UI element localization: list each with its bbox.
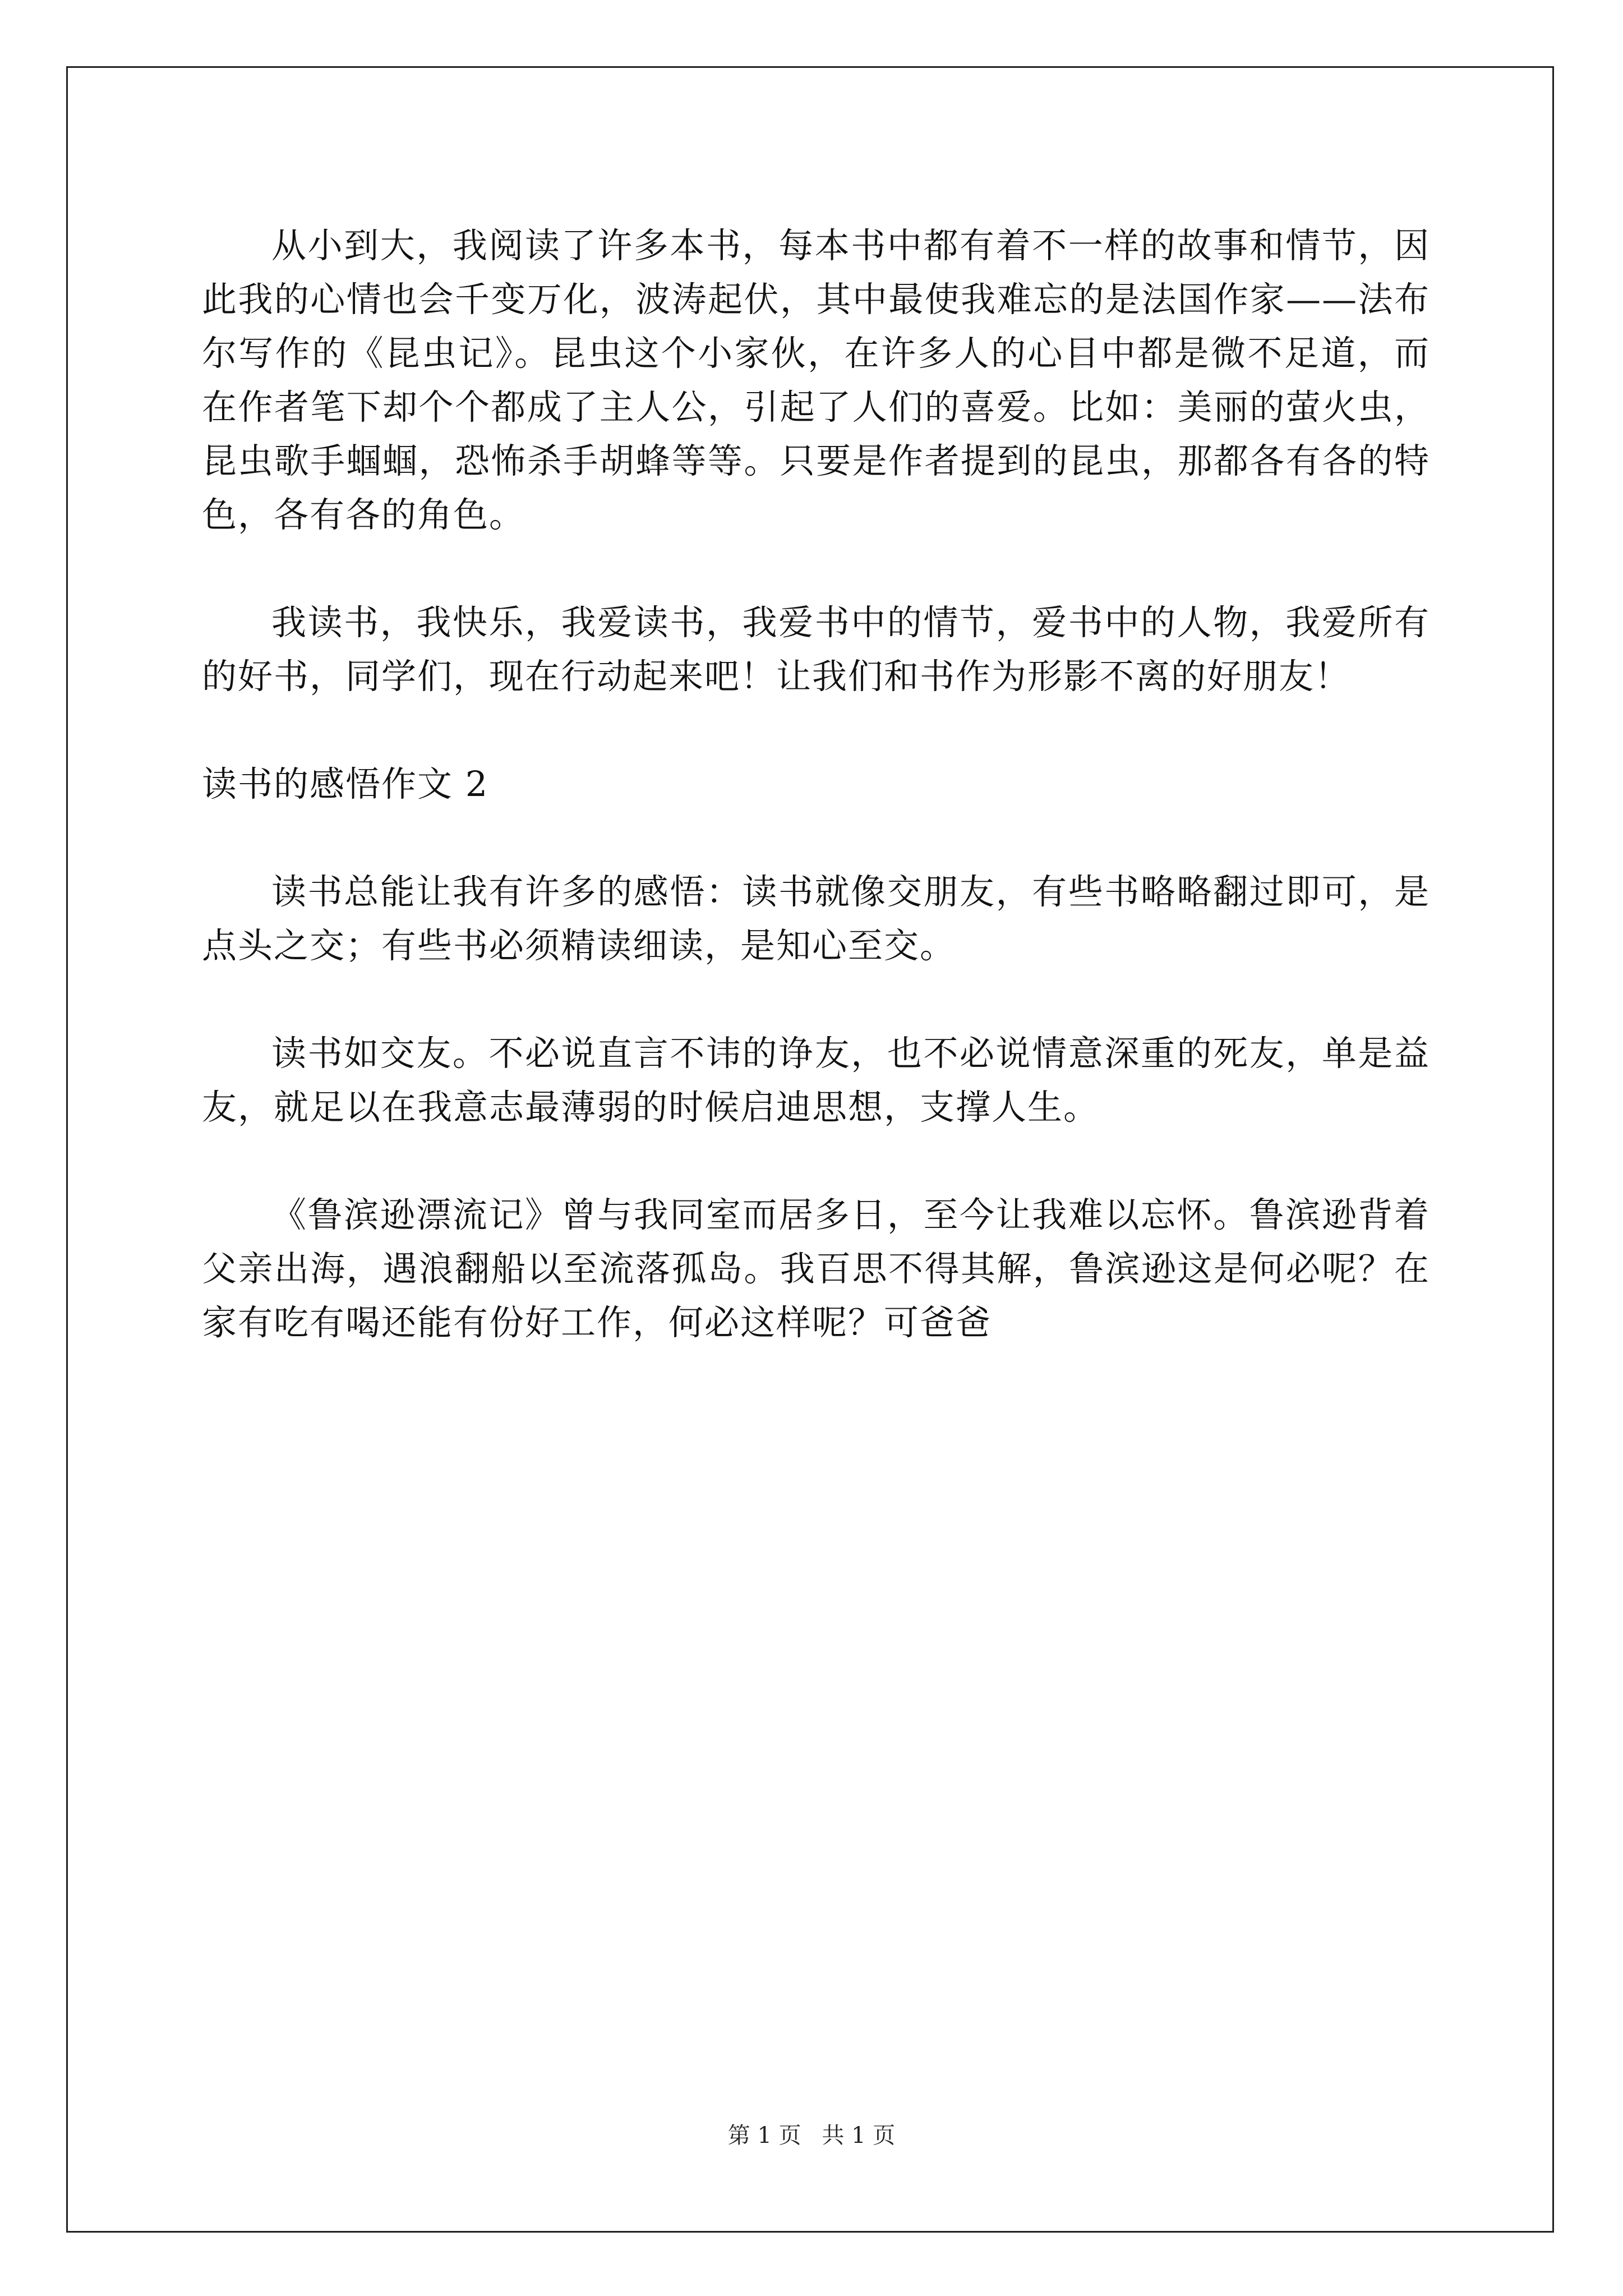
section-heading: 读书的感悟作文 2 [202,763,489,804]
page-footer [0,2118,1623,2150]
page-total: 共 1 页 [822,2123,896,2148]
document-body [202,219,1430,1404]
paragraph-3: 读书总能让我有许多的感悟：读书就像交朋友，有些书略略翻过即可，是点头之交；有些书必须精读细读，是知心至交。 [202,871,1430,966]
paragraph-5: 《鲁滨逊漂流记》曾与我同室而居多日，至今让我难以忘怀。鲁滨逊背着父亲出海，遇浪翻船以至流落孤岛。我百思不得其解，鲁滨逊这是何必呢？在家有吃有喝还能有份好工作，何必这样呢？可爸爸 [202,1194,1430,1343]
paragraph-2: 我读书，我快乐，我爱读书，我爱书中的情节，爱书中的人物，我爱所有的好书，同学们，现在行动起来吧！让我们和书作为形影不离的好朋友！ [202,602,1430,697]
page-number: 第 1 页 [727,2123,801,2148]
paragraph-4: 读书如交友。不必说直言不讳的诤友，也不必说情意深重的死友，单是益友，就足以在我意志最薄弱的时候启迪思想，支撑人生。 [202,1033,1430,1128]
paragraph-1: 从小到大，我阅读了许多本书，每本书中都有着不一样的故事和情节，因此我的心情也会千变万化，波涛起伏，其中最使我难忘的是法国作家——法布尔写作的《昆虫记》。昆虫这个小家伙，在许多人的心目中都是微不足道，而在作者笔下却个个都成了主人公，引起了人们的喜爱。比如：美丽的萤火虫，昆虫歌手蝈蝈，恐怖杀手胡蜂等等。只要是作者提到的昆虫，那都各有各的特色，各有各的角色。 [202,225,1430,535]
